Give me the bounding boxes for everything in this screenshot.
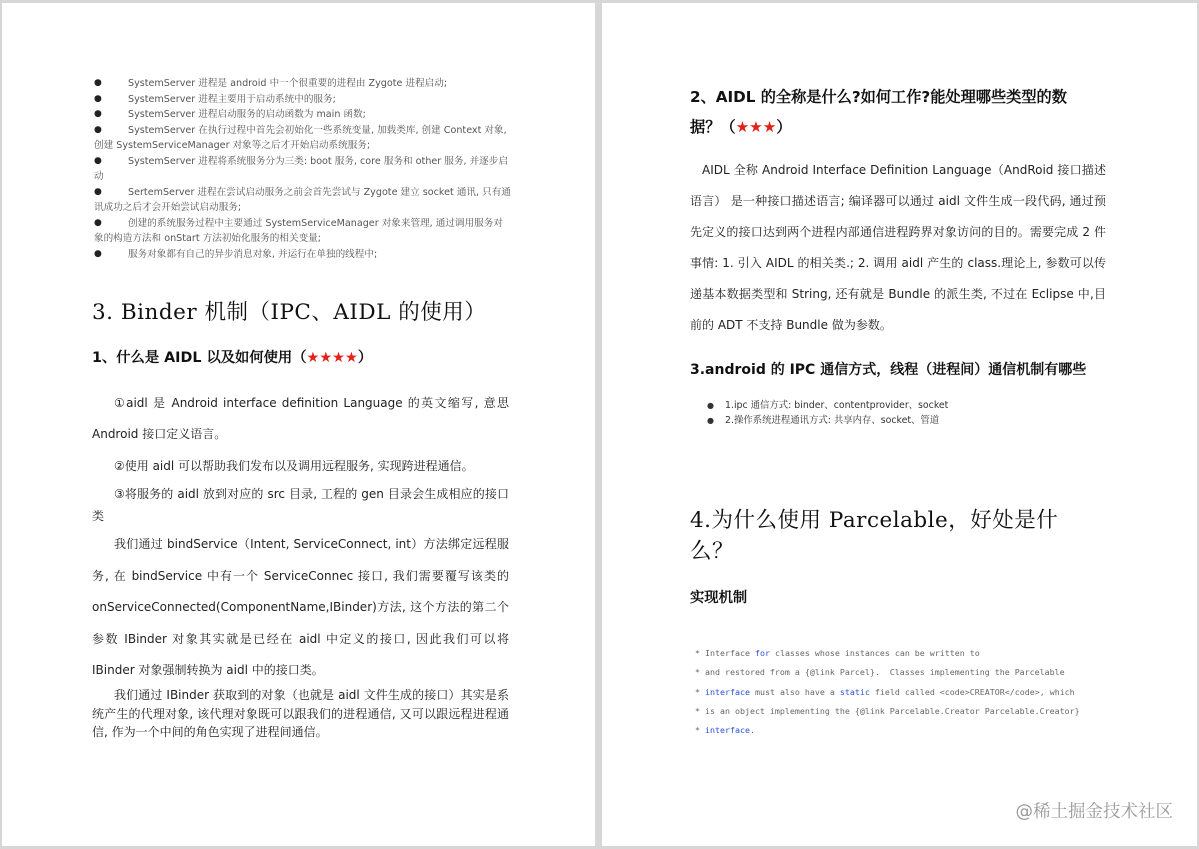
bullet-text: SystemServer 进程主要用于启动系统中的服务; (128, 93, 336, 105)
code-block (695, 644, 1080, 740)
bullet-dot-icon: ● (94, 124, 102, 135)
bullet-item (94, 247, 512, 263)
code-line: * Interface for classes whose instances can be written to (695, 648, 980, 658)
code-line: * interface must also have a static field called <code>CREATOR</code>, which (695, 686, 1075, 697)
q4-title: 4.为什么使用 Parcelable，好处是什 么？ (690, 508, 1059, 564)
watermark: @稀土掘金技术社区 (1015, 802, 1173, 822)
left-page (2, 3, 595, 846)
ipc-method-list (707, 398, 948, 428)
paragraph-3: ③将服务的 aidl 放到对应的 src 目录, 工程的 gen 目录会生成相应的接口类 (92, 487, 509, 523)
paragraph-5: 我们通过 IBinder 获取到的对象（也就是 aidl 文件生成的接口）其实是系统产生的代理对象, 该代理对象既可以跟我们的进程通信, 又可以跟远程进程通信, 作为一个中间的角色实现了进程间通信。 (92, 688, 509, 739)
paragraph-2: ②使用 aidl 可以帮助我们发布以及调用远程服务, 实现跨进程通信。 (114, 459, 474, 473)
section-title: 3. Binder 机制（IPC、AIDL 的使用） (92, 300, 487, 325)
bullet-item (94, 216, 512, 247)
q2-title: 2、AIDL 的全称是什么?如何工作?能处理哪些类型的数 据？（★★★） (690, 88, 1067, 136)
bullet-text: SystemServer 在执行过程中首先会初始化一些系统变量, 加载类库, 创建 Context 对象, 创建 SystemServiceManager 对象等之后才开始启动系统服务; (94, 124, 507, 151)
code-line: * is an object implementing the {@link Parcelable.Creator Parcelable.Creator} (695, 705, 1080, 716)
paragraph-1: ①aidl 是 Android interface definition Language 的英文缩写, 意思 Android 接口定义语言。 (92, 396, 509, 441)
bullet-dot-icon: ● (94, 78, 102, 88)
bullet-item (94, 185, 512, 216)
bullet-text: SystemServer 进程启动服务的启动函数为 main 函数; (128, 109, 366, 120)
rating-stars: ★★★ (735, 118, 777, 136)
bullet-dot-icon: ● (94, 155, 102, 166)
bullet-dot-icon: ● (94, 217, 102, 228)
list-item (707, 413, 948, 428)
bullet-dot-icon: ● (94, 109, 102, 119)
rating-stars: ★★★★ (306, 350, 358, 366)
bullet-text: 服务对象都有自己的异步消息对象, 并运行在单独的线程中; (128, 248, 378, 260)
list-item-text: 2.操作系统进程通讯方式: 共享内存、socket、管道 (725, 415, 940, 426)
bullet-item (94, 107, 512, 123)
bullet-dot-icon: ● (707, 401, 714, 410)
server-bullet-list (94, 76, 512, 262)
q2-body: AIDL 全称 Android Interface Definition Language（AndRoid 接口描述语言） 是一种接口描述语言; 编译器可以通过 aidl 文件生成一段代码, 通过预先定义的接口达到两个进程内部通信进程跨界对象访问的目的。需要完成 2 件事情: 1. 引入 AIDL 的相关类.; 2. 调用 aidl 产生的 class.理论上, 参数可以传递基本数据类型和 String, 还有就是 Bundle 的派生类, 不过在 Eclipse 中,目前的 ADT 不支持 Bundle 做为参数。 (690, 163, 1106, 332)
bullet-item (94, 92, 512, 108)
sub-title: 实现机制 (690, 590, 748, 606)
paragraph-4: 我们通过 bindService（Intent, ServiceConnect, int）方法绑定远程服务, 在 bindService 中有一个 ServiceConnec 接口, 我们需要覆写该类的 onServiceConnected(ComponentName,IBinder)方法, 这个方法的第二个参数 IBinder 对象其实就是已经在 aidl 中定义的接口, 因此我们可以将 IBinder 对象强制转换为 aidl 中的接口类。 (92, 537, 509, 677)
bullet-dot-icon: ● (94, 186, 102, 197)
bullet-text: 创建的系统服务过程中主要通过 SystemServiceManager 对象来管理, 通过调用服务对象的构造方法和 onStart 方法初始化服务的相关变量; (94, 217, 503, 244)
bullet-dot-icon: ● (94, 93, 102, 104)
bullet-item (94, 123, 512, 154)
bullet-item (94, 76, 512, 92)
right-page (602, 3, 1197, 846)
bullet-text: SystemServer 进程是 android 中一个很重要的进程由 Zygote 进程启动; (128, 78, 448, 89)
q3-title: 3.android 的 IPC 通信方式，线程（进程间）通信机制有哪些 (690, 362, 1087, 378)
bullet-dot-icon: ● (94, 248, 102, 259)
list-item (707, 398, 948, 413)
bullet-item (94, 154, 512, 185)
bullet-dot-icon: ● (707, 416, 714, 425)
bullet-text: SertemServer 进程在尝试启动服务之前会首先尝试与 Zygote 建立 socket 通讯, 只有通讯成功之后才会开始尝试启动服务; (94, 186, 511, 213)
code-line: * and restored from a {@link Parcel}. Classes implementing the Parcelable (695, 667, 1065, 678)
bullet-text: SystemServer 进程将系统服务分为三类: boot 服务, core 服务和 other 服务, 并逐步启动 (94, 155, 508, 182)
code-line: * interface. (695, 725, 755, 736)
list-item-text: 1.ipc 通信方式: binder、contentprovider、socket (725, 400, 949, 411)
q1-title: 1、什么是 AIDL 以及如何使用（★★★★） (92, 350, 373, 366)
